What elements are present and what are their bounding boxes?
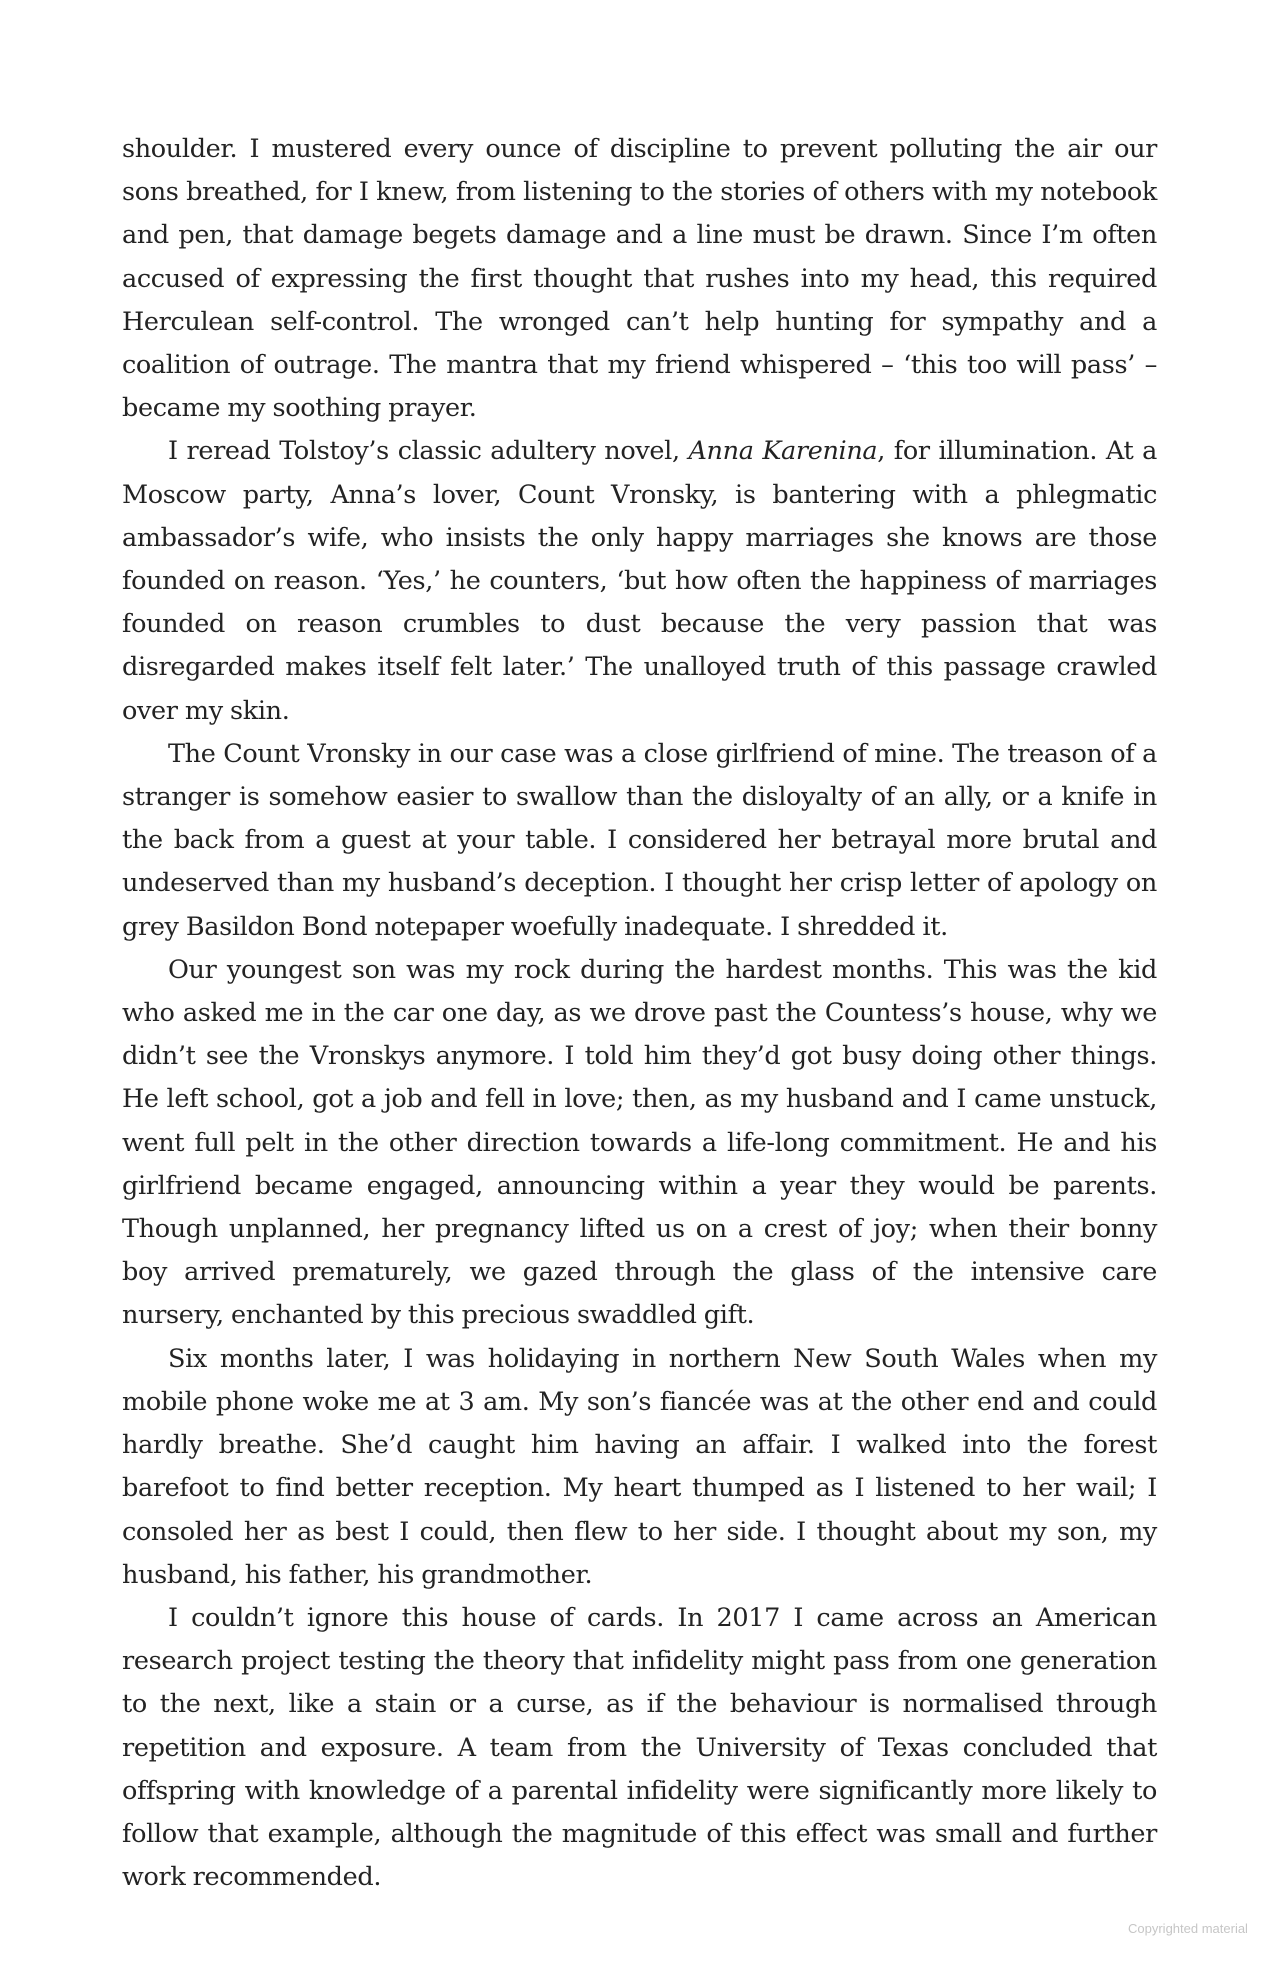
paragraph-continued <box>122 128 1157 430</box>
paragraph-text: Our youngest son was my rock during the hardest months. This was the kid who asked me in the car one day, as we drove past the Countess’s house, why we didn’t see the Vronskys anymore. I told him they’d got busy doing other things. He left school, got a job and fell in love; then, as my husband and I came unstuck, went full pelt in the other direction towards a life-long commitment. He and his girlfriend became engaged, announcing within a year they would be parents. Though unplanned, her pregnancy lifted us on a crest of joy; when their bonny boy arrived prematurely, we gazed through the glass of the intensive care nursery, enchanted by this precious swaddled gift. <box>122 954 1157 1331</box>
paragraph-youngest-son <box>122 949 1157 1338</box>
paragraph-anna-karenina <box>122 430 1157 732</box>
paragraph-text: I couldn’t ignore this house of cards. In 2017 I came across an American research project testing the theory that infidelity might pass from one generation to the next, like a stain or a curse, as if the behaviour is normalised through repetition and exposure. A team from the University of Texas concluded that offspring with knowledge of a parental infidelity were significantly more likely to follow that example, although the magnitude of this effect was small and further work recommended. <box>122 1602 1157 1893</box>
paragraph-house-of-cards <box>122 1597 1157 1899</box>
paragraph-text: The Count Vronsky in our case was a close girlfriend of mine. The treason of a stranger is somehow easier to swallow than the disloyalty of an ally, or a knife in the back from a guest at your table. I considered her betrayal more brutal and undeserved than my husband’s deception. I thought her crisp letter of apology on grey Basildon Bond notepaper woefully inadequate. I shredded it. <box>122 738 1157 942</box>
paragraph-text: I reread Tolstoy’s classic adultery novel, <box>168 436 689 467</box>
book-title-italic: Anna Karenina <box>688 436 878 467</box>
copyright-watermark: Copyrighted material <box>1128 1921 1248 1936</box>
page-body-text <box>122 128 1157 1899</box>
paragraph-count-vronsky <box>122 733 1157 949</box>
paragraph-text: Six months later, I was holidaying in northern New South Wales when my mobile phone woke me at 3 am. My son’s fiancée was at the other end and could hardly breathe. She’d caught him having an affair. I walked into the forest barefoot to find better reception. My heart thumped as I listened to her wail; I consoled her as best I could, then flew to her side. I thought about my son, my husband, his father, his grandmother. <box>122 1343 1157 1590</box>
paragraph-text: shoulder. I mustered every ounce of discipline to prevent polluting the air our sons breathed, for I knew, from listening to the stories of others with my notebook and pen, that damage begets damage and a line must be drawn. Since I’m often accused of expressing the first thought that rushes into my head, this required Herculean self-control. The wronged can’t help hunting for sympathy and a coalition of outrage. The mantra that my friend whispered – ‘this too will pass’ – became my soothing prayer. <box>122 134 1157 424</box>
paragraph-six-months-later <box>122 1338 1157 1597</box>
paragraph-text: , for illumination. At a Moscow party, Anna’s lover, Count Vronsky, is bantering with a phlegmatic ambassador’s wife, who insists the only happy marriages she knows are those founded on reason. ‘Yes,’ he counters, ‘but how often the happiness of marriages founded on reason crumbles to dust because the very passion that was disregarded makes itself felt later.’ The unalloyed truth of this passage crawled over my skin. <box>122 436 1157 726</box>
